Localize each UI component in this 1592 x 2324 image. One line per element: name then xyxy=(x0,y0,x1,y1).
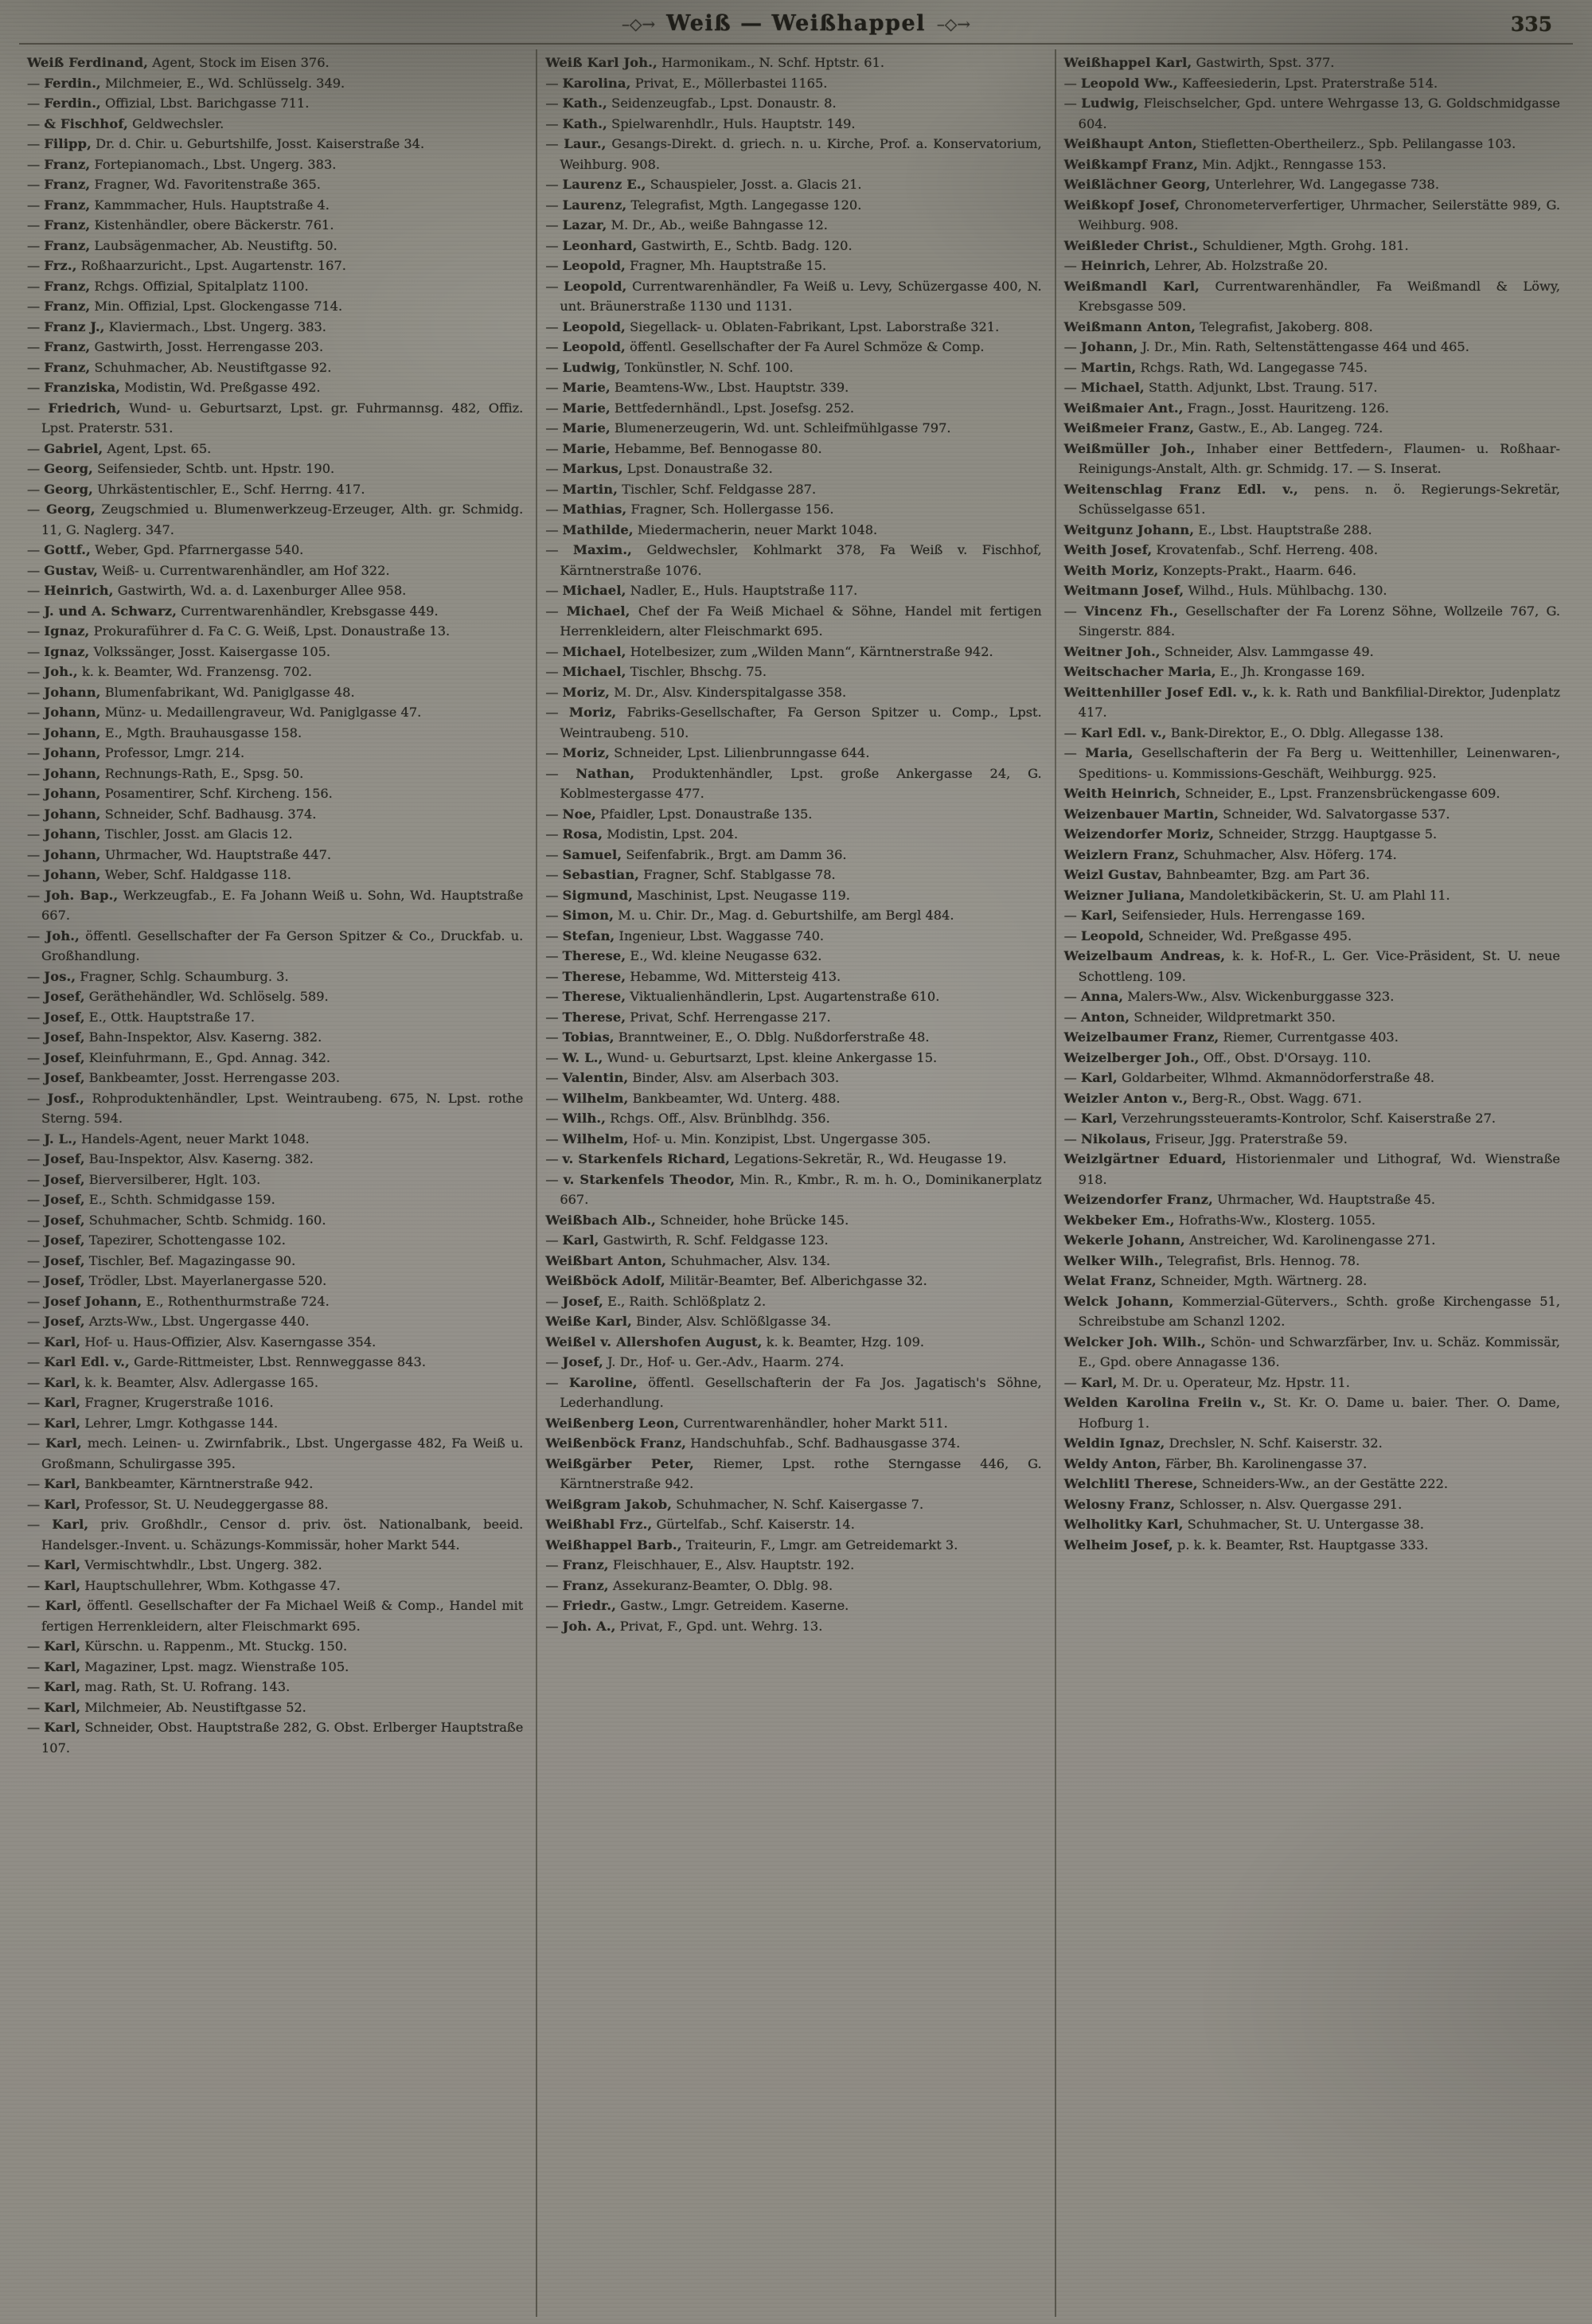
directory-entry: — Franz, Fragner, Wd. Favoritenstraße 365. xyxy=(27,177,321,192)
directory-entry: — Johann, Blumenfabrikant, Wd. Paniglgasse 48. xyxy=(27,684,355,700)
directory-entry: — Josef, Kleinfuhrmann, E., Gpd. Annag. 342. xyxy=(27,1049,331,1065)
directory-entry: — Heinrich, Gastwirth, Wd. a. d. Laxenburger Allee 958. xyxy=(27,583,407,598)
directory-entry: — Karl Edl. v., Garde-Rittmeister, Lbst. Rennweggasse 843. xyxy=(27,1354,426,1369)
directory-entry: — Georg, Zeugschmied u. Blumenwerkzeug-Erzeuger, Alth. gr. Schmidg. 11, G. Naglerg. 347. xyxy=(27,502,524,537)
directory-entry: — Franz, Laubsägenmacher, Ab. Neustiftg. 50. xyxy=(27,237,338,253)
directory-entry: Weizl Gustav, Bahnbeamter, Bzg. am Part 36. xyxy=(1063,867,1370,882)
directory-entry: — Heinrich, Lehrer, Ab. Holzstraße 20. xyxy=(1063,258,1329,273)
directory-entry: — Michael, Tischler, Bhschg. 75. xyxy=(545,664,767,679)
directory-entry: — Leopold, Schneider, Wd. Preßgasse 495. xyxy=(1063,928,1352,943)
directory-entry: — Stefan, Ingenieur, Lbst. Waggasse 740. xyxy=(545,928,825,943)
directory-entry: — Gustav, Weiß- u. Currentwarenhändler, am Hof 322. xyxy=(27,562,390,578)
directory-entry: — Kath., Spielwarenhdlr., Huls. Hauptstr. 149. xyxy=(545,115,856,131)
directory-entry: — Josef, E., Ottk. Hauptstraße 17. xyxy=(27,1009,255,1025)
directory-entry: — Sebastian, Fragner, Schf. Stablgasse 78. xyxy=(545,867,836,882)
directory-entry: — Anna, Malers-Ww., Alsv. Wickenburggasse 323. xyxy=(1063,989,1395,1004)
directory-entry: — Therese, Privat, Schf. Herrengasse 217. xyxy=(545,1009,831,1025)
directory-entry: — Josf., Rohproduktenhändler, Lpst. Weintraubeng. 675, N. Lpst. rothe Sterng. 594. xyxy=(27,1090,524,1126)
directory-entry: — Friedr., Gastw., Lmgr. Getreidem. Kaserne. xyxy=(545,1598,849,1613)
directory-entry: Weith Heinrich, Schneider, E., Lpst. Franzensbrückengasse 609. xyxy=(1063,786,1500,801)
directory-entry: Weldin Ignaz, Drechsler, N. Schf. Kaiserstr. 32. xyxy=(1063,1435,1383,1451)
directory-entry: — Johann, Weber, Schf. Haldgasse 118. xyxy=(27,867,291,882)
column-divider-1 xyxy=(536,49,537,2317)
directory-entry: — Johann, Münz- u. Medaillengraveur, Wd. Paniglgasse 47. xyxy=(27,705,422,720)
directory-entry: Weißmaier Ant., Fragn., Josst. Hauritzeng. 126. xyxy=(1063,400,1390,416)
directory-entry: — Josef, Bierversilberer, Hglt. 103. xyxy=(27,1171,261,1187)
directory-entry: — Moriz, Fabriks-Gesellschafter, Fa Gerson Spitzer u. Comp., Lpst. Weintraubeng. 510. xyxy=(545,705,1042,740)
directory-entry: — Martin, Tischler, Schf. Feldgasse 287. xyxy=(545,481,817,497)
directory-entry: — Josef, Bau-Inspektor, Alsv. Kaserng. 382. xyxy=(27,1151,314,1166)
directory-entry: — Josef, Bahn-Inspektor, Alsv. Kaserng. 382. xyxy=(27,1029,322,1045)
directory-entry: Welker Wilh., Telegrafist, Brls. Hennog. 78. xyxy=(1063,1252,1360,1268)
directory-entry: Weizler Anton v., Berg-R., Obst. Wagg. 671. xyxy=(1063,1090,1362,1106)
directory-entry: Weitschacher Maria, E., Jh. Krongasse 169. xyxy=(1063,664,1365,679)
directory-entry: — Maria, Gesellschafterin der Fa Berg u. Weittenhiller, Leinenwaren-, Speditions- u. Kommissions-Geschäft, Weihburgg. 925. xyxy=(1063,745,1560,781)
directory-entry: — Leopold Ww., Kaffeesiederin, Lpst. Praterstraße 514. xyxy=(1063,75,1438,91)
directory-entry: — Michael, Nadler, E., Huls. Hauptstraße 117. xyxy=(545,583,858,598)
directory-entry: — Franz, Kistenhändler, obere Bäckerstr. 761. xyxy=(27,217,334,232)
header-ornament-left: –◇→ xyxy=(621,14,656,33)
directory-entry: Weißbach Alb., Schneider, hohe Brücke 145. xyxy=(545,1212,849,1228)
directory-entry: — Karl, Kürschn. u. Rappenm., Mt. Stuckg. 150. xyxy=(27,1639,348,1654)
directory-entry: — Therese, Viktualienhändlerin, Lpst. Augartenstraße 610. xyxy=(545,989,940,1004)
directory-entry: — Karl, k. k. Beamter, Alsv. Adlergasse 165. xyxy=(27,1374,319,1390)
directory-entry: — Franziska, Modistin, Wd. Preßgasse 492. xyxy=(27,380,321,395)
directory-entry: Welheim Josef, p. k. k. Beamter, Rst. Hauptgasse 333. xyxy=(1063,1537,1429,1553)
directory-entry: — Josef, E., Schth. Schmidgasse 159. xyxy=(27,1192,275,1207)
directory-entry: — Josef, Geräthehändler, Wd. Schlöselg. 589. xyxy=(27,989,329,1004)
directory-entry: — Karl, Hof- u. Haus-Offizier, Alsv. Kaserngasse 354. xyxy=(27,1334,377,1349)
directory-entry: — Rosa, Modistin, Lpst. 204. xyxy=(545,826,739,842)
directory-entry: — Johann, Uhrmacher, Wd. Hauptstraße 447. xyxy=(27,846,332,862)
directory-entry: — Gottf., Weber, Gpd. Pfarrnergasse 540. xyxy=(27,542,304,557)
directory-entry: Weiß Ferdinand, Agent, Stock im Eisen 376. xyxy=(27,55,330,70)
directory-entry: Weißmandl Karl, Currentwarenhändler, Fa Weißmandl & Löwy, Krebsgasse 509. xyxy=(1063,278,1560,314)
directory-entry: — Karl, Lehrer, Lmgr. Kothgasse 144. xyxy=(27,1415,279,1431)
directory-entry: — Karl, mag. Rath, St. U. Rofrang. 143. xyxy=(27,1679,291,1694)
directory-entry: — Johann, Tischler, Josst. am Glacis 12. xyxy=(27,826,293,842)
directory-entry: — Leopold, Siegellack- u. Oblaten-Fabrikant, Lpst. Laborstraße 321. xyxy=(545,318,1000,334)
directory-entry: — Karolina, Privat, E., Möllerbastei 1165. xyxy=(545,75,828,91)
directory-entry: Weizenbauer Martin, Schneider, Wd. Salvatorgasse 537. xyxy=(1063,806,1450,822)
directory-entry: — Joh., k. k. Beamter, Wd. Franzensg. 702. xyxy=(27,664,312,679)
directory-entry: — Michael, Statth. Adjunkt, Lbst. Traung. 517. xyxy=(1063,380,1378,395)
directory-entry: Weizlgärtner Eduard, Historienmaler und Lithograf, Wd. Wienstraße 918. xyxy=(1063,1151,1560,1187)
directory-entry: Weizner Juliana, Mandoletkibäckerin, St. U. am Plahl 11. xyxy=(1063,887,1450,903)
directory-entry: — Georg, Uhrkästentischler, E., Schf. Herrng. 417. xyxy=(27,481,365,497)
directory-entry: — Franz J., Klaviermach., Lbst. Ungerg. 383. xyxy=(27,318,326,334)
directory-entry: — Lazar, M. Dr., Ab., weiße Bahngasse 12. xyxy=(545,217,828,232)
directory-entry: — Karl, Magaziner, Lpst. magz. Wienstraße 105. xyxy=(27,1658,349,1674)
directory-entry: — Ferdin., Milchmeier, E., Wd. Schlüsselg. 349. xyxy=(27,75,345,91)
directory-entry: — Karl, Milchmeier, Ab. Neustiftgasse 52. xyxy=(27,1699,306,1715)
directory-entry: — Mathilde, Miedermacherin, neuer Markt 1048. xyxy=(545,521,878,537)
directory-entry: Welat Franz, Schneider, Mgth. Wärtnerg. 28. xyxy=(1063,1273,1368,1288)
directory-entry: Welden Karolina Freiin v., St. Kr. O. Dame u. baier. Ther. O. Dame, Hofburg 1. xyxy=(1063,1395,1560,1431)
directory-entry: — Moriz, M. Dr., Alsv. Kinderspitalgasse 358. xyxy=(545,684,847,700)
directory-entry: — Nathan, Produktenhändler, Lpst. große Ankergasse 24, G. Koblmestergasse 477. xyxy=(545,765,1042,801)
directory-entry: — Johann, Professor, Lmgr. 214. xyxy=(27,745,245,760)
directory-entry: — Karoline, öffentl. Gesellschafterin der Fa Jos. Jagatisch's Söhne, Lederhandlung. xyxy=(545,1374,1042,1410)
directory-entry: — Josef, Arzts-Ww., Lbst. Ungergasse 440. xyxy=(27,1314,310,1329)
directory-entry: — Wilh., Rchgs. Off., Alsv. Brünblhdg. 356. xyxy=(545,1111,830,1126)
directory-entry: Weißhappel Barb., Traiteurin, F., Lmgr. am Getreidemarkt 3. xyxy=(545,1537,958,1553)
directory-entry: Weißenböck Franz, Handschuhfab., Schf. Badhausgasse 374. xyxy=(545,1435,961,1451)
directory-entry: — Franz, Min. Offizial, Lpst. Glockengasse 714. xyxy=(27,299,343,314)
directory-entry: — Tobias, Branntweiner, E., O. Dblg. Nußdorferstraße 48. xyxy=(545,1029,930,1045)
directory-entry: Weißkopf Josef, Chronometerverfertiger, Uhrmacher, Seilerstätte 989, G. Weihburg. 908. xyxy=(1063,197,1560,232)
directory-entry: Weitgunz Johann, E., Lbst. Hauptstraße 288. xyxy=(1063,521,1372,537)
directory-entry: — Josef Johann, E., Rothenthurmstraße 724. xyxy=(27,1293,330,1309)
directory-entry: Weldy Anton, Färber, Bh. Karolinengasse 37. xyxy=(1063,1455,1368,1471)
directory-entry: — Leopold, Currentwarenhändler, Fa Weiß u. Levy, Schüzergasse 400, N. unt. Bräunerstraße 1130 und 1131. xyxy=(545,278,1042,314)
directory-entry: Weitenschlag Franz Edl. v., pens. n. ö. Regierungs-Sekretär, Schüsselgasse 651. xyxy=(1063,481,1560,517)
directory-entry: — Karl, öffentl. Gesellschafter der Fa Michael Weiß & Comp., Handel mit fertigen Herrenkleidern, alter Fleischmarkt 695. xyxy=(27,1598,524,1634)
directory-entry: — Sigmund, Maschinist, Lpst. Neugasse 119. xyxy=(545,887,850,903)
directory-entry: — Johann, Schneider, Schf. Badhausg. 374. xyxy=(27,806,317,822)
directory-entry: — Josef, Bankbeamter, Josst. Herrengasse 203. xyxy=(27,1070,341,1085)
directory-entry: — Laur., Gesangs-Direkt. d. griech. n. u. Kirche, Prof. a. Konservatorium, Weihburg. 908. xyxy=(545,136,1042,172)
directory-entry: Welosny Franz, Schlosser, n. Alsv. Quergasse 291. xyxy=(1063,1496,1403,1512)
directory-entry: — Leonhard, Gastwirth, E., Schtb. Badg. 120. xyxy=(545,237,853,253)
header-ornament-right: –◇→ xyxy=(936,14,971,33)
directory-entry: Weißenberg Leon, Currentwarenhändler, hoher Markt 511. xyxy=(545,1415,948,1431)
directory-entry: Welck Johann, Kommerzial-Gütervers., Schth. große Kirchengasse 51, Schreibstube am Schanzl 1202. xyxy=(1063,1293,1560,1329)
directory-entry: Weißhappel Karl, Gastwirth, Spst. 377. xyxy=(1063,55,1335,70)
directory-entry: — Franz, Assekuranz-Beamter, O. Dblg. 98. xyxy=(545,1577,833,1593)
directory-entry: — Vincenz Fh., Gesellschafter der Fa Lorenz Söhne, Wollzeile 767, G. Singerstr. 884. xyxy=(1063,603,1560,639)
directory-entry: Weizendorfer Franz, Uhrmacher, Wd. Hauptstraße 45. xyxy=(1063,1192,1436,1207)
directory-entry: — Karl Edl. v., Bank-Direktor, E., O. Dblg. Allegasse 138. xyxy=(1063,725,1444,740)
directory-entry: — Josef, J. Dr., Hof- u. Ger.-Adv., Haarm. 274. xyxy=(545,1354,845,1369)
directory-entry: — v. Starkenfels Theodor, Min. R., Kmbr., R. m. h. O., Dominikanerplatz 667. xyxy=(545,1171,1042,1207)
directory-entry: — Karl, Schneider, Obst. Hauptstraße 282, G. Obst. Erlberger Hauptstraße 107. xyxy=(27,1720,524,1756)
directory-entry: — Josef, Trödler, Lbst. Mayerlanergasse 520. xyxy=(27,1273,327,1288)
directory-entry: — Franz, Gastwirth, Josst. Herrengasse 203. xyxy=(27,339,324,354)
directory-entry: — Ludwig, Fleischselcher, Gpd. untere Wehrgasse 13, G. Goldschmidgasse 604. xyxy=(1063,96,1560,131)
directory-entry: — Karl, Professor, St. U. Neudeggergasse 88. xyxy=(27,1496,329,1512)
directory-entry: — Johann, J. Dr., Min. Rath, Seltenstättengasse 464 und 465. xyxy=(1063,339,1469,354)
directory-entry: — Martin, Rchgs. Rath, Wd. Langegasse 745. xyxy=(1063,359,1368,375)
directory-entry: Wekerle Johann, Anstreicher, Wd. Karolinengasse 271. xyxy=(1063,1232,1436,1248)
directory-entry: — Gabriel, Agent, Lpst. 65. xyxy=(27,440,212,456)
directory-entry: Weißhabl Frz., Gürtelfab., Schf. Kaiserstr. 14. xyxy=(545,1517,855,1532)
directory-entry: — Joh., öffentl. Gesellschafter der Fa Gerson Spitzer & Co., Druckfab. u. Großhandlung. xyxy=(27,928,524,963)
directory-entry: — Franz, Kammmacher, Huls. Hauptstraße 4. xyxy=(27,197,330,213)
directory-entry: Weitmann Josef, Wilhd., Huls. Mühlbachg. 130. xyxy=(1063,583,1387,598)
directory-columns xyxy=(19,49,1573,2317)
directory-entry: Weißböck Adolf, Militär-Beamter, Bef. Alberichgasse 32. xyxy=(545,1273,927,1288)
directory-entry: — Karl, Verzehrungssteueramts-Kontrolor, Schf. Kaiserstraße 27. xyxy=(1063,1111,1496,1126)
directory-entry: — Franz, Rchgs. Offizial, Spitalplatz 1100. xyxy=(27,278,309,294)
directory-entry: — Johann, E., Mgth. Brauhausgasse 158. xyxy=(27,725,302,740)
directory-entry: — Karl, M. Dr. u. Operateur, Mz. Hpstr. 11. xyxy=(1063,1374,1350,1390)
directory-entry: — Karl, Gastwirth, R. Schf. Feldgasse 123. xyxy=(545,1232,829,1248)
directory-entry: Weißel v. Allershofen August, k. k. Beamter, Hzg. 109. xyxy=(545,1334,925,1349)
directory-entry: — Nikolaus, Friseur, Jgg. Praterstraße 59. xyxy=(1063,1131,1348,1146)
column-divider-2 xyxy=(1055,49,1056,2317)
directory-entry: — Wilhelm, Bankbeamter, Wd. Unterg. 488. xyxy=(545,1090,841,1106)
directory-entry: — Laurenz E., Schauspieler, Josst. a. Glacis 21. xyxy=(545,177,862,192)
directory-entry: — Noe, Pfaidler, Lpst. Donaustraße 135. xyxy=(545,806,813,822)
page-header xyxy=(0,10,1592,41)
directory-entry: — Karl, Hauptschullehrer, Wbm. Kothgasse 47. xyxy=(27,1577,341,1593)
directory-entry: — Marie, Hebamme, Bef. Bennogasse 80. xyxy=(545,440,822,456)
directory-entry: — Johann, Rechnungs-Rath, E., Spsg. 50. xyxy=(27,765,304,781)
directory-entry: — Mathias, Fragner, Sch. Hollergasse 156. xyxy=(545,502,834,517)
directory-entry: Weißgärber Peter, Riemer, Lpst. rothe Sterngasse 446, G. Kärntnerstraße 942. xyxy=(545,1455,1042,1491)
directory-entry: — Marie, Bettfedernhändl., Lpst. Josefsg. 252. xyxy=(545,400,855,416)
directory-entry: — Maxim., Geldwechsler, Kohlmarkt 378, Fa Weiß v. Fischhof, Kärntnerstraße 1076. xyxy=(545,542,1042,578)
directory-entry: Weiß Karl Joh., Harmonikam., N. Schf. Hptstr. 61. xyxy=(545,55,885,70)
directory-entry: — Markus, Lpst. Donaustraße 32. xyxy=(545,461,773,476)
directory-entry: — Leopold, Fragner, Mh. Hauptstraße 15. xyxy=(545,258,827,273)
directory-entry: — Karl, mech. Leinen- u. Zwirnfabrik., Lbst. Ungergasse 482, Fa Weiß u. Großmann, Schulirgasse 395. xyxy=(27,1435,524,1471)
directory-entry: — Moriz, Schneider, Lpst. Lilienbrunngasse 644. xyxy=(545,745,870,760)
directory-entry: Welchlitl Therese, Schneiders-Ww., an der Gestätte 222. xyxy=(1063,1476,1449,1491)
directory-entry: — Joh. A., Privat, F., Gpd. unt. Wehrg. 13. xyxy=(545,1618,823,1634)
directory-entry: — Franz, Schuhmacher, Ab. Neustiftgasse 92. xyxy=(27,359,332,375)
directory-entry: — Anton, Schneider, Wildpretmarkt 350. xyxy=(1063,1009,1336,1025)
directory-entry: Weith Josef, Krovatenfab., Schf. Herreng. 408. xyxy=(1063,542,1378,557)
directory-entry: — Kath., Seidenzeugfab., Lpst. Donaustr. 8. xyxy=(545,96,837,111)
directory-entry: — Karl, Bankbeamter, Kärntnerstraße 942. xyxy=(27,1476,314,1491)
page-number: 335 xyxy=(1510,13,1552,36)
directory-entry: — Michael, Hotelbesizer, zum „Wilden Mann“, Kärntnerstraße 942. xyxy=(545,643,993,659)
directory-entry: Weittenhiller Josef Edl. v., k. k. Rath und Bankfilial-Direktor, Judenplatz 417. xyxy=(1063,684,1560,720)
directory-entry: Weißmeier Franz, Gastw., E., Ab. Langeg. 724. xyxy=(1063,420,1383,436)
directory-entry: — Franz, Fleischhauer, E., Alsv. Hauptstr. 192. xyxy=(545,1557,855,1572)
directory-entry: — Marie, Blumenerzeugerin, Wd. unt. Schleifmühlgasse 797. xyxy=(545,420,951,436)
directory-entry: — Michael, Chef der Fa Weiß Michael & Söhne, Handel mit fertigen Herrenkleidern, alter Fleischmarkt 695. xyxy=(545,603,1042,639)
header-title-group xyxy=(622,11,970,36)
directory-entry: — Karl, Fragner, Krugerstraße 1016. xyxy=(27,1395,274,1410)
directory-entry: — Johann, Posamentirer, Schf. Kircheng. 156. xyxy=(27,786,333,801)
directory-entry: Wekbeker Em., Hofraths-Ww., Klosterg. 1055. xyxy=(1063,1212,1376,1228)
directory-entry: — Ferdin., Offizial, Lbst. Barichgasse 711. xyxy=(27,96,310,111)
directory-entry: — Josef, Tischler, Bef. Magazingasse 90. xyxy=(27,1252,296,1268)
directory-entry: — Georg, Seifensieder, Schtb. unt. Hpstr. 190. xyxy=(27,461,335,476)
directory-column-1 xyxy=(19,49,536,2317)
directory-entry: — Josef, Schuhmacher, Schtb. Schmidg. 160. xyxy=(27,1212,326,1228)
directory-entry: Weiße Karl, Binder, Alsv. Schlößlgasse 34. xyxy=(545,1314,832,1329)
directory-entry: Weith Moriz, Konzepts-Prakt., Haarm. 646. xyxy=(1063,562,1357,578)
directory-entry: — J. und A. Schwarz, Currentwarenhändler, Krebsgasse 449. xyxy=(27,603,439,619)
directory-entry: — Joh. Bap., Werkzeugfab., E. Fa Johann Weiß u. Sohn, Wd. Hauptstraße 667. xyxy=(27,887,524,923)
directory-entry: — Ignaz, Volkssänger, Josst. Kaisergasse 105. xyxy=(27,643,331,659)
directory-entry: — v. Starkenfels Richard, Legations-Sekretär, R., Wd. Heugasse 19. xyxy=(545,1151,1007,1166)
directory-entry: Welcker Joh. Wilh., Schön- und Schwarzfärber, Inv. u. Schäz. Kommissär, E., Gpd. obere Annagasse 136. xyxy=(1063,1334,1560,1369)
directory-entry: — Valentin, Binder, Alsv. am Alserbach 303. xyxy=(545,1070,840,1085)
directory-entry: — Friedrich, Wund- u. Geburtsarzt, Lpst. gr. Fuhrmannsg. 482, Offiz. Lpst. Praterstr. 531. xyxy=(27,400,524,436)
header-rule xyxy=(19,43,1573,45)
directory-entry: — Samuel, Seifenfabrik., Brgt. am Damm 36. xyxy=(545,846,847,862)
directory-entry: Weizlern Franz, Schuhmacher, Alsv. Höferg. 174. xyxy=(1063,846,1397,862)
directory-entry: — Josef, E., Raith. Schlößplatz 2. xyxy=(545,1293,767,1309)
directory-column-2 xyxy=(537,49,1054,2317)
directory-entry: Weißlächner Georg, Unterlehrer, Wd. Langegasse 738. xyxy=(1063,177,1440,192)
directory-entry: Weißbart Anton, Schuhmacher, Alsv. 134. xyxy=(545,1252,831,1268)
directory-entry: Weißmann Anton, Telegrafist, Jakoberg. 808. xyxy=(1063,318,1373,334)
directory-entry: — Karl, priv. Großhdlr., Censor d. priv. öst. Nationalbank, beeid. Handelsger.-Invent. u. Schäzungs-Kommissär, hoher Markt 544. xyxy=(27,1517,524,1553)
directory-entry: — Leopold, öffentl. Gesellschafter der Fa Aurel Schmöze & Comp. xyxy=(545,339,985,354)
directory-entry: Weizelberger Joh., Off., Obst. D'Orsayg. 110. xyxy=(1063,1049,1372,1065)
directory-entry: — Frz., Roßhaarzuricht., Lpst. Augartenstr. 167. xyxy=(27,258,346,273)
directory-column-3 xyxy=(1056,49,1573,2317)
directory-entry: — W. L., Wund- u. Geburtsarzt, Lpst. kleine Ankergasse 15. xyxy=(545,1049,938,1065)
directory-entry: — Josef, Tapezirer, Schottengasse 102. xyxy=(27,1232,286,1248)
directory-entry: — Franz, Fortepianomach., Lbst. Ungerg. 383. xyxy=(27,156,337,172)
directory-entry: — J. L., Handels-Agent, neuer Markt 1048. xyxy=(27,1131,310,1146)
directory-entry: — Laurenz, Telegrafist, Mgth. Langegasse 120. xyxy=(545,197,862,213)
directory-entry: Weitner Joh., Schneider, Alsv. Lammgasse 49. xyxy=(1063,643,1374,659)
directory-entry: — Wilhelm, Hof- u. Min. Konzipist, Lbst. Ungergasse 305. xyxy=(545,1131,931,1146)
directory-entry: — Karl, Goldarbeiter, Wlhmd. Akmannödorferstraße 48. xyxy=(1063,1070,1435,1085)
directory-entry: — Ludwig, Tonkünstler, N. Schf. 100. xyxy=(545,359,794,375)
directory-entry: Welholitky Karl, Schuhmacher, St. U. Untergasse 38. xyxy=(1063,1517,1424,1532)
directory-entry: Weißmüller Joh., Inhaber einer Bettfedern-, Flaumen- u. Roßhaar-Reinigungs-Anstalt, Alth. gr. Schmidg. 17. — S. Inserat. xyxy=(1063,440,1560,476)
directory-entry: — Simon, M. u. Chir. Dr., Mag. d. Geburtshilfe, am Bergl 484. xyxy=(545,908,954,923)
directory-entry: Weizelbaum Andreas, k. k. Hof-R., L. Ger. Vice-Präsident, St. U. neue Schottleng. 109. xyxy=(1063,948,1560,984)
directory-entry: — Therese, E., Wd. kleine Neugasse 632. xyxy=(545,948,822,963)
directory-entry: — Therese, Hebamme, Wd. Mittersteig 413. xyxy=(545,968,841,984)
directory-entry: — & Fischhof, Geldwechsler. xyxy=(27,115,224,131)
page-title: Weiß — Weißhappel xyxy=(666,11,926,36)
directory-entry: — Jos., Fragner, Schlg. Schaumburg. 3. xyxy=(27,968,289,984)
directory-entry: Weizendorfer Moriz, Schneider, Strzgg. Hauptgasse 5. xyxy=(1063,826,1438,842)
directory-entry: Weißleder Christ., Schuldiener, Mgth. Grohg. 181. xyxy=(1063,237,1409,253)
directory-entry: Weißkampf Franz, Min. Adjkt., Renngasse 153. xyxy=(1063,156,1387,172)
directory-entry: — Karl, Seifensieder, Huls. Herrengasse 169. xyxy=(1063,908,1366,923)
directory-entry: Weizelbaumer Franz, Riemer, Currentgasse 403. xyxy=(1063,1029,1399,1045)
directory-entry: — Filipp, Dr. d. Chir. u. Geburtshilfe, Josst. Kaiserstraße 34. xyxy=(27,136,425,151)
directory-entry: — Ignaz, Prokuraführer d. Fa C. G. Weiß, Lpst. Donaustraße 13. xyxy=(27,623,451,639)
directory-entry: — Karl, Vermischtwhdlr., Lbst. Ungerg. 382. xyxy=(27,1557,322,1572)
directory-entry: Weißgram Jakob, Schuhmacher, N. Schf. Kaisergasse 7. xyxy=(545,1496,924,1512)
directory-entry: — Marie, Beamtens-Ww., Lbst. Hauptstr. 339. xyxy=(545,380,849,395)
directory-entry: Weißhaupt Anton, Stiefletten-Obertheilerz., Spb. Pelilangasse 103. xyxy=(1063,136,1516,151)
